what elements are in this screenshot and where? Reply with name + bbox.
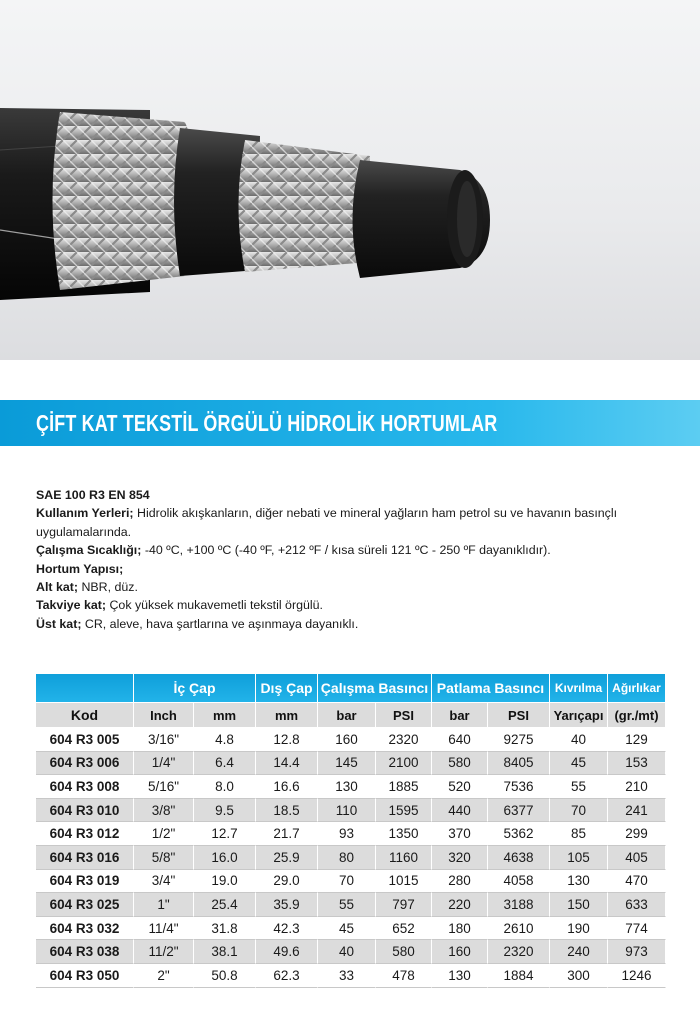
cell-burst-bar: 440 [432,799,488,823]
cell-working-psi: 2320 [376,728,432,752]
cell-bend-radius: 70 [550,799,608,823]
cell-bend-radius: 150 [550,893,608,917]
cell-code: 604 R3 008 [36,775,134,799]
product-image-hose [0,0,700,360]
structure-label: Hortum Yapısı; [36,561,124,576]
header-mm-inner: mm [194,703,256,728]
header-psi-working: PSI [376,703,432,728]
cell-weight: 633 [608,893,666,917]
cell-inner-mm: 4.8 [194,728,256,752]
cell-burst-bar: 640 [432,728,488,752]
cell-working-bar: 80 [318,846,376,870]
table-row [36,940,666,964]
cell-weight: 153 [608,752,666,776]
cell-inner-mm: 50.8 [194,964,256,988]
table-group-header [36,674,666,703]
cell-bend-radius: 105 [550,846,608,870]
page-title: ÇİFT KAT TEKSTİL ÖRGÜLÜ HİDROLİK HORTUMLAR [36,410,498,436]
cell-bend-radius: 190 [550,917,608,941]
cell-bend-radius: 300 [550,964,608,988]
cell-inch: 3/16" [134,728,194,752]
cell-burst-psi: 2610 [488,917,550,941]
cell-bend-radius: 240 [550,940,608,964]
cell-code: 604 R3 010 [36,799,134,823]
cell-weight: 405 [608,846,666,870]
table-row [36,752,666,776]
reinforcement-label: Takviye kat; [36,598,107,613]
table-row [36,822,666,846]
header-weight: Ağırlıkar [608,674,666,703]
cell-bend-radius: 130 [550,870,608,894]
cell-burst-psi: 6377 [488,799,550,823]
cell-inner-mm: 8.0 [194,775,256,799]
cell-inner-mm: 25.4 [194,893,256,917]
cell-inner-mm: 31.8 [194,917,256,941]
usage-text: Hidrolik akışkanların, diğer nebati ve mineral yağların ham petrol su ve havanın basınçlı uygulamalarında. [36,506,618,539]
cell-burst-bar: 130 [432,964,488,988]
header-code: Kod [36,703,134,728]
cell-code: 604 R3 005 [36,728,134,752]
cell-working-bar: 110 [318,799,376,823]
cell-weight: 1246 [608,964,666,988]
cell-inch: 1/4" [134,752,194,776]
cell-code: 604 R3 016 [36,846,134,870]
table-row [36,964,666,988]
cell-burst-psi: 4638 [488,846,550,870]
cell-working-bar: 33 [318,964,376,988]
usage-label: Kullanım Yerleri; [36,506,134,521]
cell-code: 604 R3 019 [36,870,134,894]
cell-working-bar: 160 [318,728,376,752]
product-description [36,486,676,633]
cell-inch: 3/4" [134,870,194,894]
cell-outer-mm: 16.6 [256,775,318,799]
cell-code: 604 R3 012 [36,822,134,846]
header-working-pressure: Çalışma Basıncı [318,674,432,703]
cell-working-psi: 1160 [376,846,432,870]
cell-working-bar: 55 [318,893,376,917]
table-row [36,775,666,799]
reinforcement-text: Çok yüksek mukavemetli tekstil örgülü. [106,598,323,613]
cell-inch: 1" [134,893,194,917]
header-bar-burst: bar [432,703,488,728]
cell-inner-mm: 6.4 [194,752,256,776]
cell-burst-bar: 220 [432,893,488,917]
cell-outer-mm: 29.0 [256,870,318,894]
cell-burst-bar: 520 [432,775,488,799]
header-outer-diameter: Dış Çap [256,674,318,703]
cell-inch: 3/8" [134,799,194,823]
table-row [36,870,666,894]
cell-working-psi: 580 [376,940,432,964]
header-mm-outer: mm [256,703,318,728]
header-radius: Yarıçapı [550,703,608,728]
cell-code: 604 R3 050 [36,964,134,988]
table-row [36,799,666,823]
cell-burst-psi: 1884 [488,964,550,988]
cell-outer-mm: 21.7 [256,822,318,846]
cell-burst-psi: 2320 [488,940,550,964]
header-burst-pressure: Patlama Basıncı [432,674,550,703]
cell-burst-bar: 160 [432,940,488,964]
cell-burst-psi: 7536 [488,775,550,799]
table-row [36,893,666,917]
cell-burst-psi: 8405 [488,752,550,776]
table-row [36,846,666,870]
cell-weight: 129 [608,728,666,752]
temperature-text: -40 ºC, +100 ºC (-40 ºF, +212 ºF / kısa süreli 121 ºC - 250 ºF dayanıklıdır). [141,543,551,558]
cell-code: 604 R3 006 [36,752,134,776]
cell-working-psi: 478 [376,964,432,988]
header-blank [36,674,134,703]
table-sub-header [36,703,666,728]
table-row [36,917,666,941]
cell-outer-mm: 62.3 [256,964,318,988]
outer-layer-line [36,615,676,633]
header-inner-diameter: İç Çap [134,674,256,703]
cell-outer-mm: 12.8 [256,728,318,752]
inner-layer-label: Alt kat; [36,580,78,595]
reinforcement-line [36,596,676,614]
cell-burst-bar: 370 [432,822,488,846]
cell-working-bar: 45 [318,917,376,941]
header-bar-working: bar [318,703,376,728]
cell-working-psi: 1595 [376,799,432,823]
cell-working-psi: 1015 [376,870,432,894]
cell-burst-bar: 580 [432,752,488,776]
cell-bend-radius: 85 [550,822,608,846]
outer-layer-label: Üst kat; [36,616,82,631]
usage-line [36,504,676,541]
cell-weight: 241 [608,799,666,823]
cell-inner-mm: 16.0 [194,846,256,870]
inner-layer-line [36,578,676,596]
cell-inner-mm: 9.5 [194,799,256,823]
temperature-line [36,541,676,559]
cell-working-psi: 1350 [376,822,432,846]
header-weight-unit: (gr./mt) [608,703,666,728]
specs-table [36,674,666,988]
cell-working-psi: 652 [376,917,432,941]
cell-code: 604 R3 025 [36,893,134,917]
cell-outer-mm: 35.9 [256,893,318,917]
cell-working-psi: 797 [376,893,432,917]
cell-inch: 11/2" [134,940,194,964]
cell-bend-radius: 40 [550,728,608,752]
cell-working-psi: 2100 [376,752,432,776]
cell-burst-psi: 3188 [488,893,550,917]
cell-working-bar: 93 [318,822,376,846]
cell-burst-psi: 5362 [488,822,550,846]
spec-standard: SAE 100 R3 EN 854 [36,488,150,502]
table-body [36,728,666,988]
cell-burst-psi: 9275 [488,728,550,752]
cell-inch: 5/8" [134,846,194,870]
cell-inner-mm: 12.7 [194,822,256,846]
header-inch: Inch [134,703,194,728]
header-psi-burst: PSI [488,703,550,728]
cell-working-bar: 70 [318,870,376,894]
title-banner [0,400,700,446]
cell-weight: 774 [608,917,666,941]
cell-weight: 470 [608,870,666,894]
cell-outer-mm: 18.5 [256,799,318,823]
cell-inch: 2" [134,964,194,988]
cell-outer-mm: 14.4 [256,752,318,776]
cell-working-bar: 40 [318,940,376,964]
cell-weight: 299 [608,822,666,846]
cell-code: 604 R3 032 [36,917,134,941]
cell-outer-mm: 42.3 [256,917,318,941]
cell-code: 604 R3 038 [36,940,134,964]
header-bend: Kıvrılma [550,674,608,703]
outer-layer-text: CR, aleve, hava şartlarına ve aşınmaya dayanıklı. [81,616,359,631]
cell-inch: 5/16" [134,775,194,799]
cell-inch: 1/2" [134,822,194,846]
cell-working-bar: 145 [318,752,376,776]
table-row [36,728,666,752]
temperature-label: Çalışma Sıcaklığı; [36,543,142,558]
cell-bend-radius: 45 [550,752,608,776]
cell-burst-bar: 320 [432,846,488,870]
structure-line [36,560,676,578]
cell-working-psi: 1885 [376,775,432,799]
hose-illustration [0,0,700,360]
cell-inner-mm: 38.1 [194,940,256,964]
cell-burst-psi: 4058 [488,870,550,894]
cell-weight: 973 [608,940,666,964]
cell-inch: 11/4" [134,917,194,941]
cell-outer-mm: 49.6 [256,940,318,964]
cell-burst-bar: 180 [432,917,488,941]
cell-outer-mm: 25.9 [256,846,318,870]
cell-burst-bar: 280 [432,870,488,894]
cell-bend-radius: 55 [550,775,608,799]
inner-layer-text: NBR, düz. [78,580,138,595]
cell-working-bar: 130 [318,775,376,799]
cell-weight: 210 [608,775,666,799]
cell-inner-mm: 19.0 [194,870,256,894]
